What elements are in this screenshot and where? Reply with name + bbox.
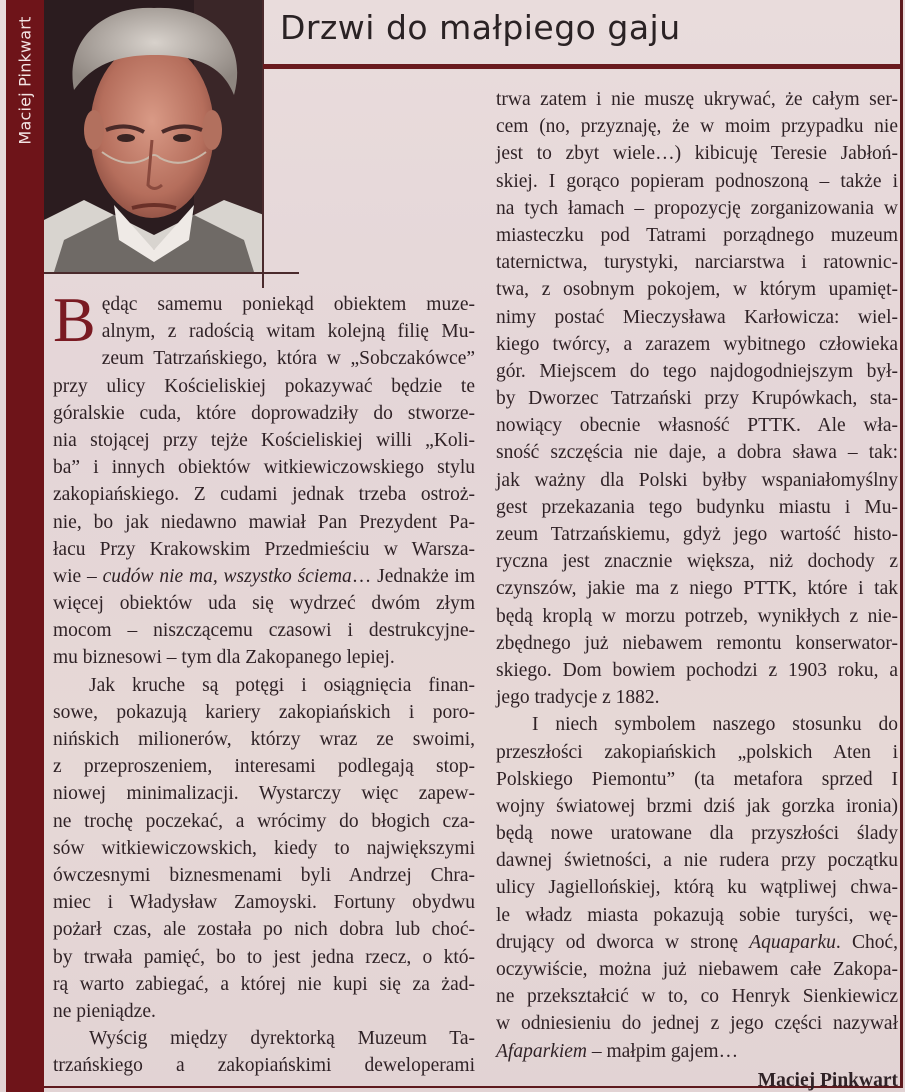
text-line: miasteczku pod Tatrami porządnego muzeum bbox=[496, 224, 898, 246]
text-line: zeum Tatrzańskiego, która w „Sobczakówce” bbox=[101, 348, 475, 370]
text-line: będą nowe uratowane dla przyszłości ślady bbox=[496, 823, 898, 845]
text-line: trwa zatem i nie muszę ukrywać, że całym ser- bbox=[496, 89, 898, 110]
text-line: zeum Tatrzańskiemu, gdyż jego wartość histo- bbox=[496, 524, 898, 545]
text-line: nie, bo jak niedawno mawiał Pan Prezydent Pa- bbox=[53, 511, 475, 533]
text-line: dawnej świetności, a nie rudera przy początku bbox=[496, 850, 898, 872]
author-portrait-photo bbox=[44, 0, 264, 272]
text-line: łacu Przy Krakowskim Przedmieściu w Warsza- bbox=[53, 538, 475, 560]
opening-paragraph-lead bbox=[53, 284, 475, 355]
text-line: nia stojącej przy tejże Kościeliskiej willi „Koli- bbox=[53, 429, 475, 451]
text-line: trzańskiego a zakopiańskimi deweloperami bbox=[53, 1055, 475, 1077]
text-line: kiego twórcy, a zarazem wybitnego człowieka bbox=[496, 333, 898, 355]
text-line: przeszłości zakopiańskich „polskich Aten i bbox=[496, 741, 898, 763]
text-line: zakopiańskiego. Z cudami jednak trzeba ostroż- bbox=[53, 484, 475, 506]
text-line: nińskich milionerów, którzy wraz ze swoimi, bbox=[53, 729, 475, 750]
text-line-with-italic bbox=[496, 1038, 898, 1065]
text-line: Jak kruche są potęgi i osiągnięcia finan- bbox=[89, 674, 475, 696]
text-run: drujący od dworca w stronę bbox=[496, 931, 750, 953]
drop-cap: B bbox=[53, 284, 96, 355]
text-line: więcej obiektów uda się wydrzeć dwóm złym bbox=[53, 593, 475, 615]
italic-quote: cudów nie ma, wszystko ściema bbox=[102, 565, 352, 587]
text-line: z przeproszeniem, interesami podlegają stop- bbox=[53, 756, 475, 778]
text-line: skiej. I gorąco popieram podnoszoną – także i bbox=[496, 170, 898, 192]
author-side-band bbox=[6, 0, 44, 1092]
text-line: ędąc samemu poniekąd obiektem muze- bbox=[101, 294, 475, 315]
text-line: ryczna jest znacznie większa, niż dochody z bbox=[496, 551, 898, 573]
portrait-illustration bbox=[44, 0, 264, 272]
text-line: taternictwa, turystyki, narciarstwa i ratownic- bbox=[496, 252, 898, 274]
author-vertical-label: Maciej Pinkwart bbox=[15, 15, 35, 145]
text-line: by trwała pamięć, bo to jest jedna rzecz, o któ- bbox=[53, 946, 475, 968]
text-line: ulicy Jagiellońskiej, którą ku wątpliwej chwa- bbox=[496, 877, 898, 899]
text-line: I niech symbolem naszego stosunku do bbox=[532, 714, 898, 736]
text-line: mu biznesowi – tym dla Zakopanego lepiej. bbox=[53, 647, 395, 669]
italic-term: Afaparkiem bbox=[496, 1040, 587, 1062]
text-line: cem (no, przyznaję, że w moim przypadku nie bbox=[496, 116, 898, 138]
text-line: le władz miasta pokazują sobie turyści, wę- bbox=[496, 904, 898, 926]
text-line: ne trochę poczekać, a wrócimy do błogich cza- bbox=[53, 810, 475, 832]
text-line: miec i Władysław Zamoyski. Fortuny obydwu bbox=[53, 892, 475, 914]
text-line: skiego. Dom bowiem pochodzi z 1903 roku, a bbox=[496, 659, 898, 681]
text-line: jego tradycje z 1882. bbox=[496, 687, 660, 709]
author-signature: Maciej Pinkwart bbox=[757, 1069, 898, 1091]
text-line: będą kroplą w morzu potrzeb, wynikłych z nie- bbox=[496, 605, 898, 627]
article-column-right bbox=[496, 86, 898, 1092]
text-line: na tych łamach – propozycję zorganizowania w bbox=[496, 197, 898, 219]
text-line: mocom – niszczącemu czasowi i destrukcyjne- bbox=[53, 620, 475, 642]
text-line: pożarł czas, ale została po nich dobra lub choć- bbox=[53, 919, 475, 941]
text-line: zbędnego już niebawem remontu konserwator- bbox=[496, 632, 898, 654]
text-line: ba” i innych obiektów witkiewiczowskiego stylu bbox=[53, 457, 475, 479]
text-line: ne pieniądze. bbox=[53, 1000, 156, 1022]
italic-term: Aquaparku bbox=[749, 931, 836, 953]
text-line: gór. Miejscem do tego najdogodniejszym był- bbox=[496, 360, 898, 382]
text-run: … Jednakże im bbox=[351, 565, 476, 587]
article-column-left bbox=[53, 284, 476, 1079]
title-underline-rule bbox=[263, 64, 903, 69]
text-line: ówczesnymi biznesmenami byli Andrzej Chra- bbox=[53, 864, 475, 886]
text-line-with-italic bbox=[496, 929, 898, 956]
text-line: twa, z osobnym pokojem, w którym upamięt- bbox=[496, 279, 898, 301]
text-line: jak ważny dla Polski byłby wspaniałomyślny bbox=[496, 469, 898, 491]
text-line: ne przekształcić w to, co Henryk Sienkiewicz bbox=[496, 986, 898, 1008]
photo-frame-horizontal-rule bbox=[44, 272, 299, 274]
article-title: Drzwi do małpiego gaju bbox=[280, 8, 681, 47]
frame-right-rule bbox=[900, 0, 903, 1088]
text-line: sów witkiewiczowskich, kiedy to największymi bbox=[53, 837, 475, 859]
text-line: Wyścig między dyrektorką Muzeum Ta- bbox=[89, 1028, 475, 1050]
text-line: Polskiego Piemontu” (ta metafora sprzed I bbox=[496, 768, 898, 790]
text-line: oczywiście, można już niebawem całe Zakopa- bbox=[496, 959, 898, 980]
text-line: niowej minimalizacji. Wystarczy więc zapew- bbox=[53, 783, 475, 805]
text-line: alnym, z radością witam kolejną filię Mu- bbox=[101, 321, 475, 343]
text-line: rą warto zabiegać, a której nie kupi się za żad- bbox=[53, 973, 475, 995]
text-line-with-quote bbox=[53, 563, 475, 590]
text-line: jest to zbyt wiele…) kibicuję Teresie Jabłoń- bbox=[496, 143, 898, 165]
text-line: gest przekazania tego budynku miastu i Mu- bbox=[496, 496, 898, 518]
text-line: góralskie cuda, które doprowadziły do stworze- bbox=[53, 402, 475, 424]
text-line: sowe, pokazują kariery zakopiańskich i poro- bbox=[53, 701, 475, 723]
text-line: przy ulicy Kościeliskiej pokazywać będzie te bbox=[53, 375, 475, 397]
text-line: nowiący obecnie własność PTTK. Ale wła- bbox=[496, 415, 898, 437]
text-run: . Choć, bbox=[835, 931, 898, 953]
text-line: nimy postać Mieczysława Karłowicza: wiel- bbox=[496, 306, 898, 328]
text-line: wojny światowej brzmi dziś jak gorzka ironia) bbox=[496, 795, 898, 817]
photo-frame-vertical-rule bbox=[262, 0, 264, 288]
text-run: wie – bbox=[53, 565, 103, 587]
text-line: czynszów, jakie ma z niego PTTK, które i tak bbox=[496, 578, 898, 600]
text-line: sność szczęścia nie daje, a dobra sława – tak: bbox=[496, 442, 898, 464]
text-run: – małpim gajem… bbox=[586, 1040, 739, 1062]
text-line: w odniesieniu do jednej z jego części nazywał bbox=[496, 1013, 898, 1035]
text-line: by Dworzec Tatrzański przy Krupówkach, sta- bbox=[496, 388, 898, 410]
